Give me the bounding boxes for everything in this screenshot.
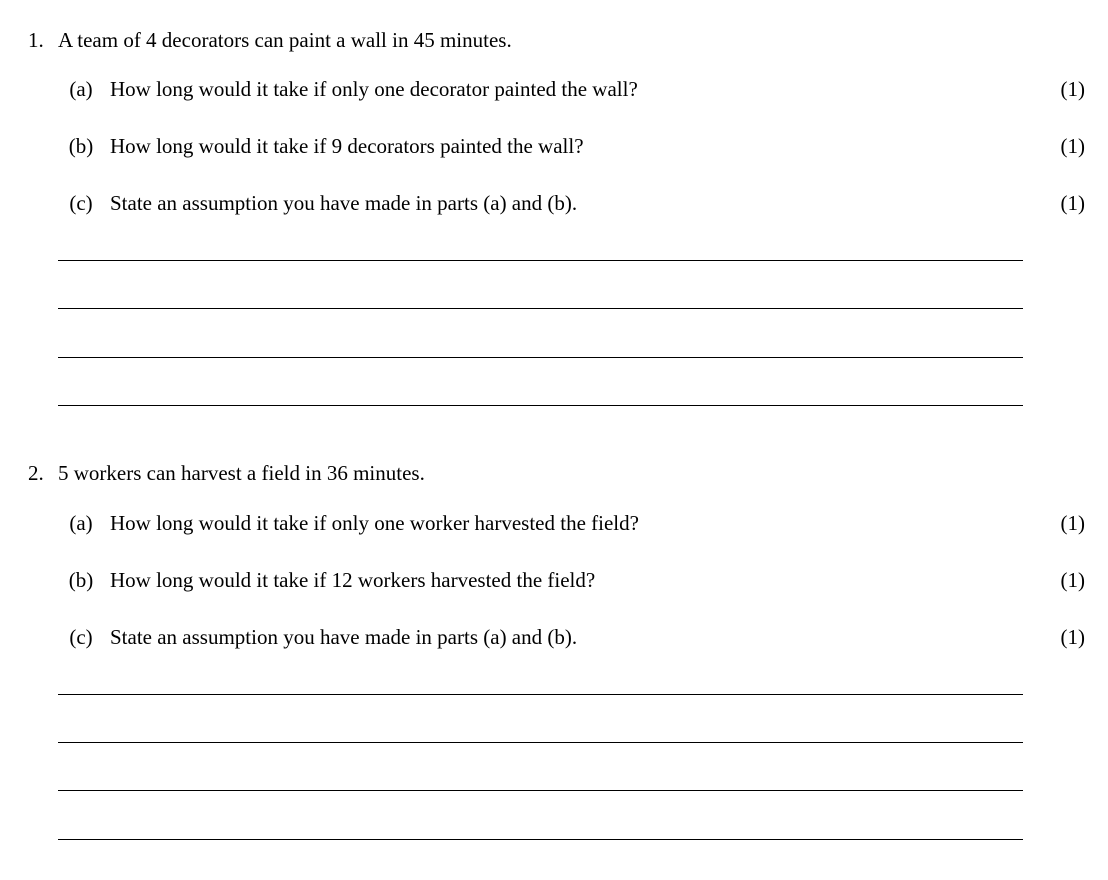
answer-line[interactable]: [58, 357, 1023, 358]
marks-c: (1): [1060, 191, 1085, 215]
marks-c: (1): [1060, 625, 1085, 649]
part-label-c: (c): [69, 625, 93, 649]
question-stem: A team of 4 decorators can paint a wall in 45 minutes.: [58, 28, 512, 52]
marks-a: (1): [1060, 511, 1085, 535]
marks-b: (1): [1060, 568, 1085, 592]
answer-line[interactable]: [58, 742, 1023, 743]
part-text-a: How long would it take if only one worker harvested the field?: [110, 511, 639, 535]
part-text-a: How long would it take if only one decorator painted the wall?: [110, 77, 638, 101]
question-stem: 5 workers can harvest a field in 36 minutes.: [58, 461, 425, 485]
part-label-a: (a): [69, 77, 93, 101]
answer-line[interactable]: [58, 308, 1023, 309]
answer-line[interactable]: [58, 405, 1023, 406]
answer-line[interactable]: [58, 790, 1023, 791]
part-label-c: (c): [69, 191, 93, 215]
marks-b: (1): [1060, 134, 1085, 158]
part-label-b: (b): [68, 134, 94, 158]
part-text-c: State an assumption you have made in parts (a) and (b).: [110, 191, 578, 215]
part-text-c: State an assumption you have made in parts (a) and (b).: [110, 625, 578, 649]
marks-a: (1): [1060, 77, 1085, 101]
part-text-b: How long would it take if 12 workers harvested the field?: [110, 568, 596, 592]
part-label-a: (a): [69, 511, 93, 535]
question-number: 1.: [28, 28, 44, 52]
part-text-b: How long would it take if 9 decorators painted the wall?: [110, 134, 584, 158]
part-label-b: (b): [68, 568, 94, 592]
answer-line[interactable]: [58, 839, 1023, 840]
answer-line[interactable]: [58, 694, 1023, 695]
answer-line[interactable]: [58, 260, 1023, 261]
question-number: 2.: [28, 461, 44, 485]
